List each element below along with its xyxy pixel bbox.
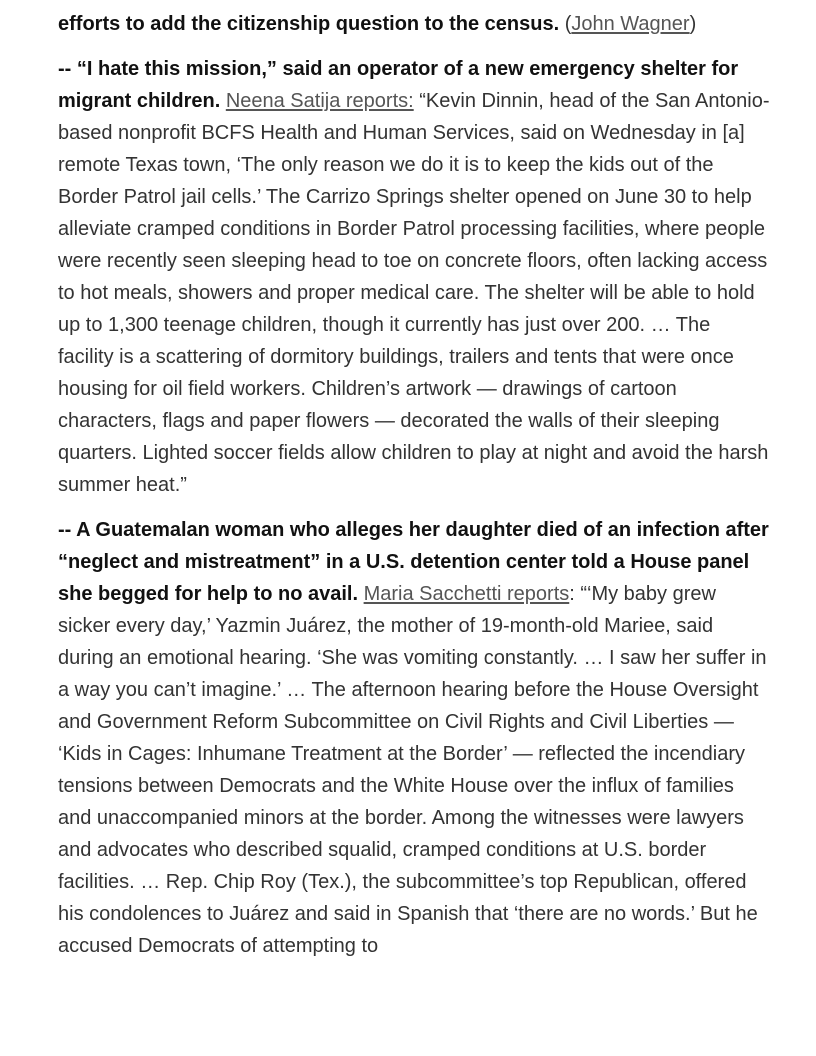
paragraph-shelter: [58, 53, 770, 501]
paragraph-lead: -- “I hate this mission,” said an operator of a new emergency shelter for migrant children.: [58, 58, 739, 112]
paragraph-spacer: (: [559, 13, 572, 35]
paragraph-lead: efforts to add the citizenship question to the census.: [58, 13, 560, 35]
paragraph-text: ): [689, 13, 697, 35]
author-link-neena-satija[interactable]: Neena Satija reports:: [225, 90, 414, 112]
author-link-john-wagner[interactable]: John Wagner: [571, 13, 690, 35]
paragraph-census: [58, 8, 770, 40]
author-link-maria-sacchetti[interactable]: Maria Sacchetti reports: [363, 583, 570, 605]
paragraph-lead: -- A Guatemalan woman who alleges her daughter died of an infection after “neglect and mistreatment” in a U.S. detention center told a House panel she begged for help to no avail.: [58, 519, 769, 605]
paragraph-text: “Kevin Dinnin, head of the San Antonio-based nonprofit BCFS Health and Human Services, said on Wednesday in [a] remote Texas town, ‘The only reason we do it is to keep the kids out of the Border Patrol jail cells.’ The Carrizo Springs shelter opened on June 30 to help alleviate cramped conditions in Border Patrol processing facilities, where people were recently seen sleeping head to toe on concrete floors, often lacking access to hot meals, showers and proper medical care. The shelter will be able to hold up to 1,300 teenage children, though it currently has just over 200. … The facility is a scattering of dormitory buildings, trailers and tents that were once housing for oil field workers. Children’s artwork — drawings of cartoon characters, flags and paper flowers — decorated the walls of their sleeping quarters. Lighted soccer fields allow children to play at night and avoid the harsh summer heat.”: [58, 90, 770, 496]
article-body: [58, 8, 770, 975]
paragraph-text: : “‘My baby grew sicker every day,’ Yazmin Juárez, the mother of 19-month-old Mariee, said during an emotional hearing. ‘She was vomiting constantly. … I saw her suffer in a way you can’t imagine.’ … The afternoon hearing before the House Oversight and Government Reform Subcommittee on Civil Rights and Civil Liberties — ‘Kids in Cages: Inhumane Treatment at the Border’ — reflected the incendiary tensions between Democrats and the White House over the influx of families and unaccompanied minors at the border. Among the witnesses were lawyers and advocates who described squalid, cramped conditions at U.S. border facilities. … Rep. Chip Roy (Tex.), the subcommittee’s top Republican, offered his condolences to Juárez and said in Spanish that ‘there are no words.’ But he accused Democrats of attempting to: [58, 583, 767, 957]
paragraph-guatemalan-woman: [58, 514, 770, 962]
